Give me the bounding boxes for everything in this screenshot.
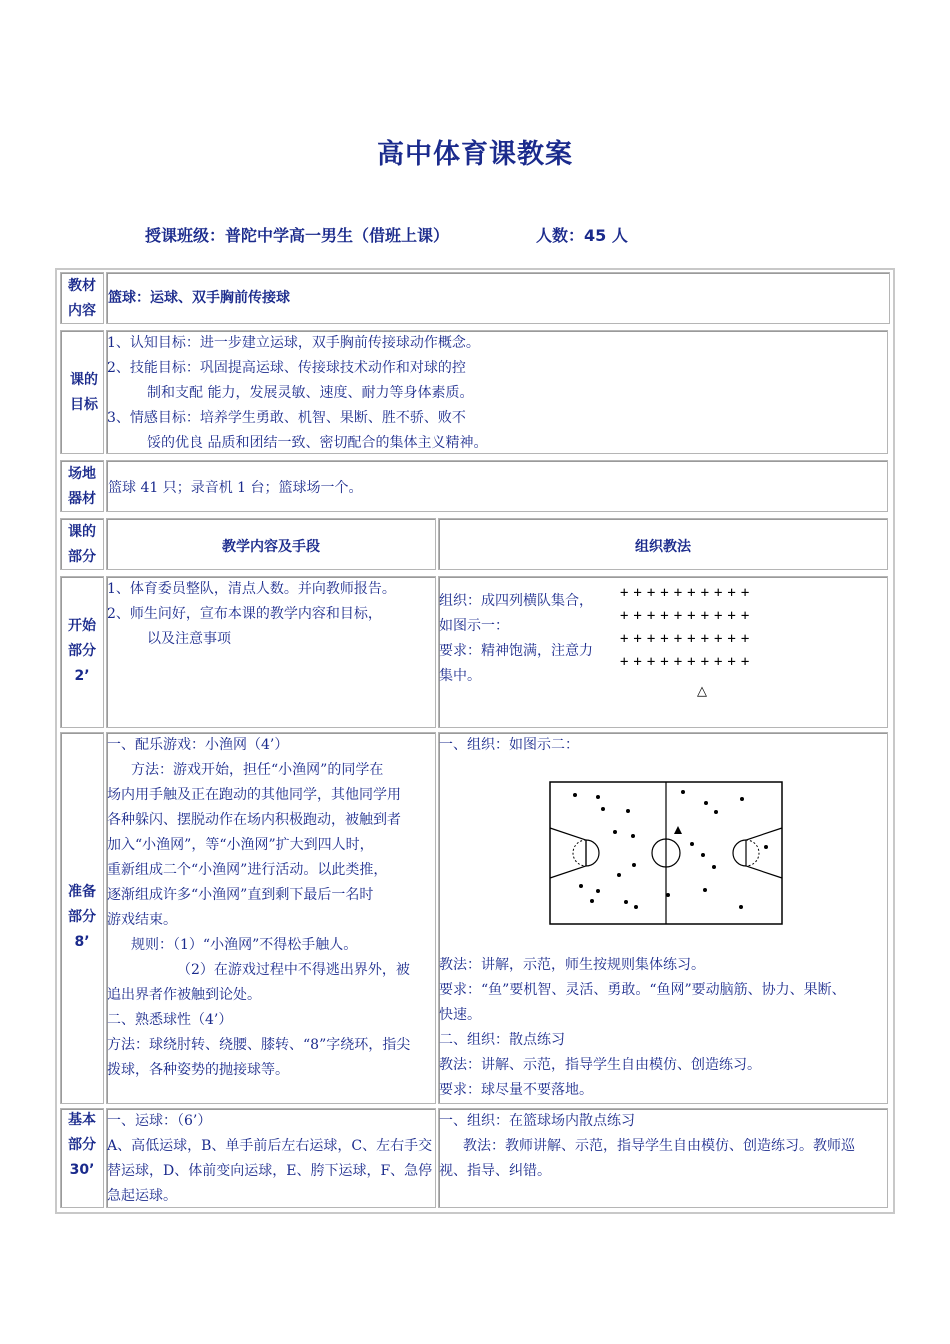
- prep-left-text: [107, 733, 410, 1083]
- goal-line-4: 3、情感目标：培养学生勇敢、机智、果断、胜不骄、败不: [107, 410, 466, 426]
- prep-left-line-8: 游戏结束。: [107, 912, 177, 928]
- formation-row-4: ++++++++++: [620, 654, 755, 670]
- content-text: 篮球：运球、双手胸前传接球: [108, 290, 290, 306]
- start-label-3: 2’: [74, 668, 90, 684]
- prep-left-line-7: 逐渐组成许多“小渔网”直到剩下最后一名时: [107, 887, 374, 903]
- basic-right-text: [439, 1109, 855, 1184]
- basic-right-line-3: 视、指导、纠错。: [439, 1163, 551, 1179]
- prep-right-line-3: 快速。: [439, 1007, 481, 1023]
- content-label-2: 内容: [68, 303, 96, 319]
- prep-label-2: 部分: [68, 909, 96, 925]
- prep-left-line-6: 重新组成二个“小渔网”进行活动。以此类推，: [107, 862, 388, 878]
- basic-right-line-2: 教法：教师讲解、示范，指导学生自由模仿、创造练习。教师巡: [463, 1138, 855, 1154]
- basic-left-line-3: 替运球，D、体前变向运球，E、胯下运球，F、急停: [107, 1163, 433, 1179]
- basic-left-line-4: 急起运球。: [107, 1188, 177, 1204]
- header-col2: 组织教法: [635, 539, 691, 555]
- basketball-court-diagram: [548, 780, 784, 926]
- equipment-label-2: 器材: [68, 491, 96, 507]
- start-left-text: [107, 577, 396, 652]
- prep-left-line-13: 方法：球绕肘转、绕腰、膝转、“8”字绕环，指尖: [107, 1037, 411, 1053]
- equipment-label-1: 场地: [68, 466, 96, 482]
- basic-left-text: [107, 1109, 432, 1209]
- basic-right-line-1: 一、组织：在篮球场内散点练习: [439, 1113, 635, 1129]
- start-label-2: 部分: [68, 643, 96, 659]
- teacher-triangle-icon: △: [697, 684, 707, 699]
- prep-left-line-1: 一、配乐游戏：小渔网（4’）: [107, 737, 289, 753]
- prep-left-line-4: 各种躲闪、摆脱动作在场内积极跑动，被触到者: [107, 812, 401, 828]
- prep-left-line-2: 方法：游戏开始，担任“小渔网”的同学在: [131, 762, 384, 778]
- basic-left-line-2: A、高低运球，B、单手前后左右运球，C、左右手交: [107, 1138, 433, 1154]
- prep-left-line-14: 拨球，各种姿势的抛接球等。: [107, 1062, 289, 1078]
- prep-label-1: 准备: [68, 884, 96, 900]
- start-right-text: [439, 589, 593, 689]
- header-col1: 教学内容及手段: [222, 539, 320, 555]
- prep-left-line-11: 追出界者作被触到论处。: [107, 987, 261, 1003]
- start-right-line-4: 集中。: [439, 668, 481, 684]
- basic-label-1: 基本: [68, 1112, 96, 1128]
- start-label-1: 开始: [68, 618, 96, 634]
- basic-label-3: 30’: [69, 1162, 95, 1178]
- formation-diagram: [620, 582, 754, 674]
- prep-right-line-6: 要求：球尽量不要落地。: [439, 1082, 593, 1098]
- prep-right-line-2: 要求：“鱼”要机智、灵活、勇敢。“鱼网”要动脑筋、协力、果断、: [439, 982, 846, 998]
- header-label-1: 课的: [68, 524, 96, 540]
- goal-line-2: 2、技能目标：巩固提高运球、传接球技术动作和对球的控: [107, 360, 466, 376]
- prep-right-line-1: 教法：讲解，示范，师生按规则集体练习。: [439, 957, 705, 973]
- prep-right-line-4: 二、组织：散点练习: [439, 1032, 565, 1048]
- header-label-2: 部分: [68, 549, 96, 565]
- basic-label-2: 部分: [68, 1137, 96, 1153]
- goals-label-1: 课的: [70, 372, 98, 388]
- start-right-line-2: 如图示一：: [439, 618, 509, 634]
- goal-line-5: 馁的优良 品质和团结一致、密切配合的集体主义精神。: [147, 435, 488, 451]
- content-label-1: 教材: [68, 278, 96, 294]
- formation-row-1: ++++++++++: [620, 585, 755, 601]
- formation-row-3: ++++++++++: [620, 631, 755, 647]
- prep-left-line-12: 二、熟悉球性（4’）: [107, 1012, 233, 1028]
- start-right-line-1: 组织：成四列横队集合，: [439, 593, 593, 609]
- goal-line-3: 制和支配 能力，发展灵敏、速度、耐力等身体素质。: [147, 385, 474, 401]
- start-right-line-3: 要求：精神饱满，注意力: [439, 643, 593, 659]
- formation-row-2: ++++++++++: [620, 608, 755, 624]
- prep-right-line-5: 教法：讲解、示范，指导学生自由模仿、创造练习。: [439, 1057, 761, 1073]
- class-label: 授课班级：普陀中学高一男生（借班上课）: [145, 226, 450, 245]
- goal-line-1: 1、认知目标：进一步建立运球，双手胸前传接球动作概念。: [107, 335, 480, 351]
- prep-left-line-10: （2）在游戏过程中不得逃出界外，被: [177, 962, 410, 978]
- goals-text: [107, 331, 487, 456]
- basic-left-line-1: 一、运球：（6’）: [107, 1113, 212, 1129]
- page-title: 高中体育课教案: [377, 139, 573, 170]
- prep-right-top: 一、组织：如图示二：: [439, 737, 579, 753]
- prep-right-text: [439, 953, 846, 1103]
- prep-left-line-5: 加入“小渔网”，等“小渔网”扩大到四人时，: [107, 837, 374, 853]
- goals-label-2: 目标: [70, 397, 98, 413]
- prep-label-3: 8’: [74, 934, 90, 950]
- start-left-line-1: 1、体育委员整队，清点人数。并向教师报告。: [107, 581, 396, 597]
- start-left-line-2: 2、师生问好，宣布本课的教学内容和目标，: [107, 606, 382, 622]
- student-count: 人数：45 人: [536, 226, 628, 245]
- prep-left-line-3: 场内用手触及正在跑动的其他同学，其他同学用: [107, 787, 401, 803]
- start-left-line-3: 以及注意事项: [147, 631, 231, 647]
- equipment-text: 篮球 41 只；录音机 1 台；篮球场一个。: [108, 480, 363, 496]
- prep-left-line-9: 规则：（1）“小渔网”不得松手触人。: [131, 937, 358, 953]
